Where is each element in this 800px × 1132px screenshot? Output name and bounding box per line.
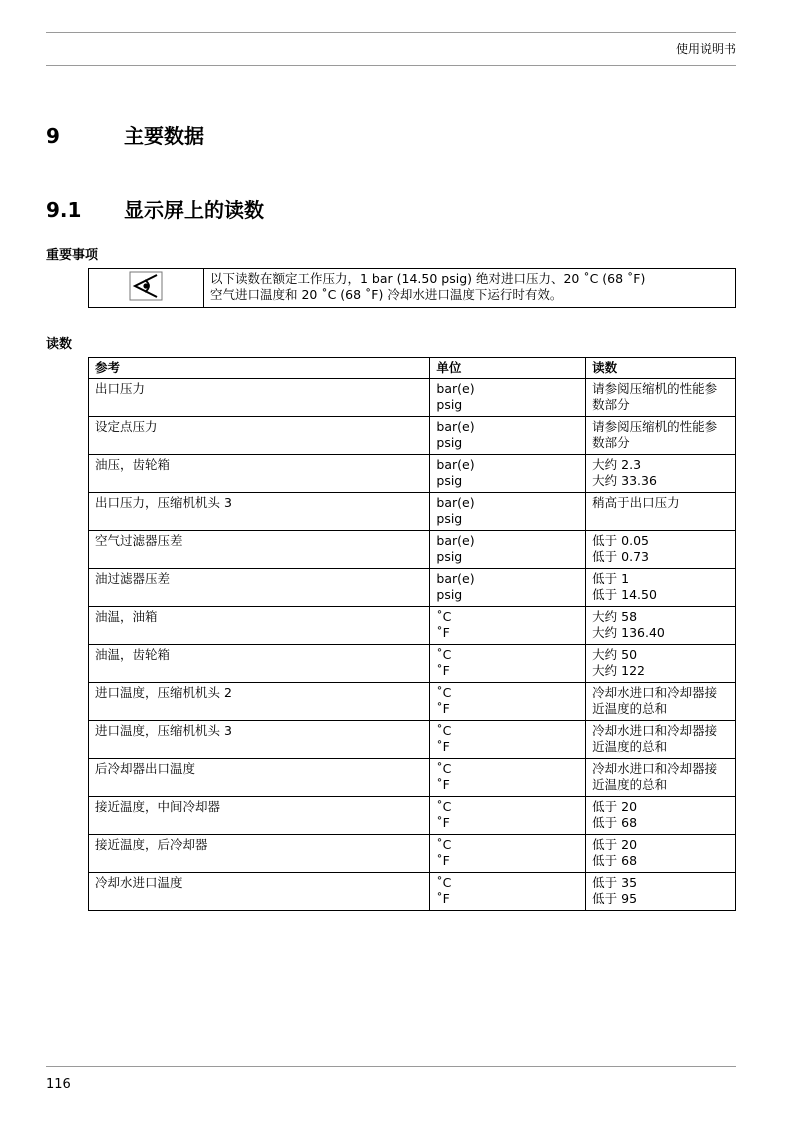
table-row: [89, 493, 736, 531]
reference-text: 冷却水进口温度: [95, 875, 183, 890]
reference-text: 进口温度，压缩机机头 2: [95, 685, 232, 700]
table-row: [89, 721, 736, 759]
cell-reference: [89, 873, 430, 911]
reading-line-1: 低于 1: [592, 571, 630, 586]
reading-line-1: 低于 35: [592, 875, 638, 890]
table-row: [89, 835, 736, 873]
reading-line-1: 大约 2.3: [592, 457, 642, 472]
unit-primary: bar(e): [436, 381, 475, 396]
unit-secondary: psig: [436, 511, 463, 526]
cell-reference: [89, 379, 430, 417]
reference-text: 出口压力，压缩机机头 3: [95, 495, 232, 510]
cell-reading: [586, 797, 736, 835]
notice-text: [204, 269, 651, 307]
cell-unit: [430, 835, 586, 873]
cell-reading: [586, 645, 736, 683]
cell-reference: [89, 645, 430, 683]
cell-unit: [430, 721, 586, 759]
readings-table: [88, 357, 736, 911]
table-row: [89, 531, 736, 569]
cell-reading: [586, 455, 736, 493]
reading-line-1: 冷却水进口和冷却器接: [592, 723, 718, 738]
reading-line-1: 请参阅压缩机的性能参: [592, 419, 718, 434]
reading-line-2: 数部分: [592, 397, 630, 412]
cell-reading: [586, 417, 736, 455]
cell-unit: [430, 645, 586, 683]
reading-line-2: 数部分: [592, 435, 630, 450]
cell-reference: [89, 455, 430, 493]
unit-primary: bar(e): [436, 571, 475, 586]
chapter-heading: [46, 120, 204, 149]
cell-reference: [89, 683, 430, 721]
unit-primary: ˚C: [436, 875, 452, 890]
table-row: [89, 759, 736, 797]
cell-reference: [89, 607, 430, 645]
cell-unit: [430, 683, 586, 721]
unit-primary: ˚C: [436, 799, 452, 814]
reading-line-1: 请参阅压缩机的性能参: [592, 381, 718, 396]
reading-line-2: 近温度的总和: [592, 777, 668, 792]
document-title: 使用说明书: [675, 42, 736, 56]
reference-text: 接近温度，后冷却器: [95, 837, 208, 852]
unit-secondary: psig: [436, 397, 463, 412]
unit-primary: bar(e): [436, 533, 475, 548]
notice-heading: 重要事项: [46, 248, 99, 263]
table-row: [89, 455, 736, 493]
notice-box: [88, 268, 736, 308]
reference-text: 出口压力: [95, 381, 146, 396]
cell-reading: [586, 493, 736, 531]
table-row: [89, 417, 736, 455]
reference-text: 油温，齿轮箱: [95, 647, 171, 662]
cell-reference: [89, 417, 430, 455]
unit-secondary: ˚F: [436, 625, 450, 640]
unit-secondary: ˚F: [436, 777, 450, 792]
reference-text: 空气过滤器压差: [95, 533, 183, 548]
cell-reference: [89, 493, 430, 531]
unit-secondary: ˚F: [436, 853, 450, 868]
reading-line-2: 大约 136.40: [592, 625, 665, 640]
cell-reading: [586, 721, 736, 759]
unit-primary: ˚C: [436, 761, 452, 776]
unit-secondary: ˚F: [436, 739, 450, 754]
reference-text: 油压，齿轮箱: [95, 457, 171, 472]
cell-reference: [89, 759, 430, 797]
cell-reference: [89, 835, 430, 873]
notice-line-1: 以下读数在额定工作压力，1 bar (14.50 psig) 绝对进口压力、20 ˚C (68 ˚F): [210, 271, 646, 286]
reference-text: 后冷却器出口温度: [95, 761, 196, 776]
reading-line-2: 低于 0.73: [592, 549, 649, 564]
reference-text: 接近温度，中间冷却器: [95, 799, 221, 814]
notice-line-2: 空气进口温度和 20 ˚C (68 ˚F) 冷却水进口温度下运行时有效。: [210, 287, 563, 302]
unit-secondary: psig: [436, 549, 463, 564]
reading-line-2: 近温度的总和: [592, 739, 668, 754]
cell-reference: [89, 531, 430, 569]
reading-line-1: 冷却水进口和冷却器接: [592, 761, 718, 776]
cell-unit: [430, 797, 586, 835]
unit-secondary: ˚F: [436, 701, 450, 716]
cell-reading: [586, 759, 736, 797]
notice-icon-cell: [89, 269, 204, 307]
unit-secondary: psig: [436, 473, 463, 488]
unit-primary: ˚C: [436, 837, 452, 852]
readings-heading: 读数: [46, 337, 73, 352]
reference-text: 油过滤器压差: [95, 571, 171, 586]
reading-line-2: 近温度的总和: [592, 701, 668, 716]
header-rule-top: [46, 32, 736, 33]
unit-secondary: ˚F: [436, 663, 450, 678]
unit-primary: ˚C: [436, 685, 452, 700]
reading-line-1: 大约 50: [592, 647, 638, 662]
reading-line-1: 低于 0.05: [592, 533, 649, 548]
section-title: 显示屏上的读数: [124, 198, 264, 222]
unit-secondary: ˚F: [436, 815, 450, 830]
column-header-unit: 单位: [430, 358, 586, 379]
cell-unit: [430, 873, 586, 911]
unit-primary: ˚C: [436, 647, 452, 662]
cell-unit: [430, 379, 586, 417]
unit-secondary: psig: [436, 587, 463, 602]
table-row: [89, 873, 736, 911]
reading-line-1: 稍高于出口压力: [592, 495, 680, 510]
table-header-row: [89, 358, 736, 379]
cell-unit: [430, 455, 586, 493]
table-row: [89, 379, 736, 417]
cell-unit: [430, 531, 586, 569]
unit-secondary: psig: [436, 435, 463, 450]
cell-unit: [430, 607, 586, 645]
reading-line-1: 低于 20: [592, 837, 638, 852]
reading-line-1: 低于 20: [592, 799, 638, 814]
cell-unit: [430, 569, 586, 607]
cell-reading: [586, 607, 736, 645]
cell-reading: [586, 531, 736, 569]
reading-line-2: 低于 95: [592, 891, 638, 906]
unit-primary: bar(e): [436, 457, 475, 472]
cell-reference: [89, 797, 430, 835]
unit-secondary: ˚F: [436, 891, 450, 906]
reading-line-1: 冷却水进口和冷却器接: [592, 685, 718, 700]
section-number: 9.1: [46, 198, 82, 222]
reading-line-2: 大约 33.36: [592, 473, 657, 488]
header-rule-bottom: [46, 65, 736, 66]
cell-reading: [586, 379, 736, 417]
cell-unit: [430, 417, 586, 455]
cell-unit: [430, 493, 586, 531]
reading-line-2: 大约 122: [592, 663, 646, 678]
reading-line-1: 大约 58: [592, 609, 638, 624]
unit-primary: bar(e): [436, 419, 475, 434]
cell-reading: [586, 873, 736, 911]
page-number: 116: [46, 1077, 71, 1092]
reference-text: 进口温度，压缩机机头 3: [95, 723, 232, 738]
unit-primary: ˚C: [436, 723, 452, 738]
column-header-reference: 参考: [89, 358, 430, 379]
section-heading: [46, 194, 264, 223]
reference-text: 设定点压力: [95, 419, 158, 434]
table-row: [89, 683, 736, 721]
cell-reference: [89, 569, 430, 607]
eye-icon: [129, 271, 163, 305]
chapter-number: 9: [46, 124, 60, 148]
reading-line-2: 低于 68: [592, 815, 638, 830]
reading-line-2: 低于 68: [592, 853, 638, 868]
cell-reading: [586, 683, 736, 721]
cell-reference: [89, 721, 430, 759]
table-row: [89, 645, 736, 683]
unit-primary: bar(e): [436, 495, 475, 510]
column-header-reading: 读数: [586, 358, 736, 379]
cell-unit: [430, 759, 586, 797]
reference-text: 油温，油箱: [95, 609, 158, 624]
table-row: [89, 607, 736, 645]
unit-primary: ˚C: [436, 609, 452, 624]
cell-reading: [586, 835, 736, 873]
cell-reading: [586, 569, 736, 607]
reading-line-2: 低于 14.50: [592, 587, 657, 602]
footer-rule: [46, 1066, 736, 1067]
table-row: [89, 569, 736, 607]
table-row: [89, 797, 736, 835]
chapter-title: 主要数据: [124, 124, 204, 148]
readings-table-body: [89, 379, 736, 911]
